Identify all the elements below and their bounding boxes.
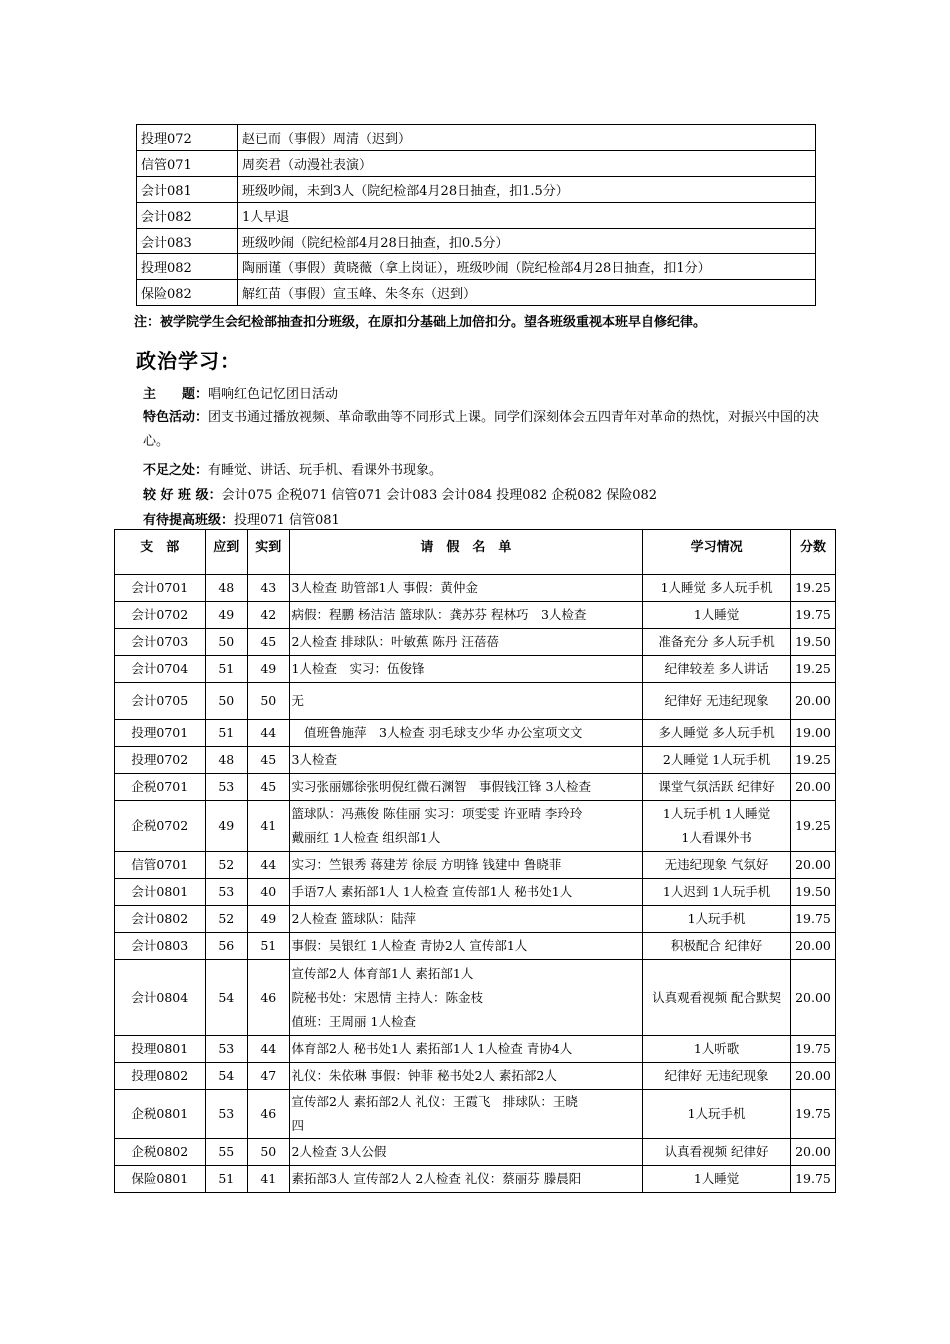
expected-cell: 48 [205,747,247,774]
present-cell: 51 [248,933,290,960]
discipline-detail: 解红苗（事假）宣玉峰、朱冬东（迟到） [238,280,816,306]
study-row [115,629,836,656]
study-status-line: 1人听歌 [693,1041,740,1056]
discipline-row [137,125,816,151]
present-cell: 50 [248,1139,290,1166]
leave-line: 手语7人 素拓部1人 1人检查 宣传部1人 秘书处1人 [291,884,573,899]
score-cell: 20.00 [790,774,835,801]
improve-classes-label: 有待提高班级： [143,513,235,528]
study-status-line: 认真观看视频 配合默契 [652,989,782,1005]
theme-value: 唱响红色记忆团日活动 [208,387,339,402]
leave-list-cell [289,602,643,629]
expected-cell: 52 [205,852,247,879]
expected-cell: 53 [205,1036,247,1063]
study-status-cell [643,656,791,683]
study-row [115,1090,836,1139]
leave-line: 3人检查 [291,752,337,767]
leave-line: 值班鲁施萍 3人检查 羽毛球支少华 办公室项文文 [291,725,583,740]
study-status-line: 准备充分 多人玩手机 [658,634,775,649]
expected-cell: 51 [205,720,247,747]
leave-list-cell [289,879,643,906]
discipline-detail: 陶丽谨（事假）黄晓薇（拿上岗证），班级吵闹（院纪检部4月28日抽查，扣1分） [238,254,816,280]
present-cell: 45 [248,629,290,656]
leave-line: 病假：程鹏 杨洁洁 篮球队：龚苏芬 程林巧 3人检查 [291,607,587,622]
leave-line: 戴丽红 1人检查 组织部1人 [291,830,441,845]
study-status-cell [643,1139,791,1166]
present-cell: 41 [248,1166,290,1193]
present-cell: 49 [248,906,290,933]
branch-cell: 保险0801 [115,1166,206,1193]
study-status-cell [643,879,791,906]
discipline-class: 会计081 [137,176,238,202]
expected-cell: 53 [205,774,247,801]
good-classes-line [143,484,657,503]
leave-line: 实习：竺银秀 蒋建芳 徐辰 方明锋 钱建中 鲁晓菲 [291,857,562,872]
study-row [115,656,836,683]
leave-line: 篮球队：冯燕俊 陈佳丽 实习：项雯雯 许亚晴 李玲玲 [291,806,583,821]
leave-list-cell [289,683,643,720]
feature-line [143,406,835,454]
score-cell: 20.00 [790,852,835,879]
header-leave-list: 请 假 名 单 [289,530,643,575]
score-cell: 19.75 [790,906,835,933]
present-cell: 46 [248,960,290,1036]
present-cell: 50 [248,683,290,720]
score-cell: 19.75 [790,1036,835,1063]
expected-cell: 51 [205,1166,247,1193]
study-status-cell [643,906,791,933]
score-cell: 20.00 [790,933,835,960]
score-cell: 19.75 [790,602,835,629]
expected-cell: 50 [205,683,247,720]
study-status-line: 2人睡觉 1人玩手机 [662,752,771,767]
leave-line: 宣传部2人 体育部1人 素拓部1人 [291,965,474,981]
leave-line: 3人检查 助管部1人 事假：黄仲金 [291,580,478,595]
present-cell: 44 [248,720,290,747]
present-cell: 45 [248,747,290,774]
present-cell: 43 [248,575,290,602]
study-status-line: 纪律较差 多人讲话 [664,661,769,676]
leave-line: 院秘书处：宋恩情 主持人：陈金枝 [291,989,484,1005]
study-row [115,1036,836,1063]
leave-line: 无 [291,693,305,708]
leave-list-cell [289,933,643,960]
study-status-cell [643,960,791,1036]
study-status-cell [643,1090,791,1139]
discipline-detail: 班级吵闹（院纪检部4月28日抽查，扣0.5分） [238,228,816,254]
leave-line: 宣传部2人 素拓部2人 礼仪：王霞飞 排球队：王晓 [291,1094,578,1109]
study-status-line: 1人玩手机 1人睡觉 [662,806,771,821]
expected-cell: 54 [205,960,247,1036]
good-classes-value: 会计075 企税071 信管071 会计083 会计084 投理082 企税082 保险082 [221,488,658,503]
branch-cell: 会计0702 [115,602,206,629]
leave-line: 体育部2人 秘书处1人 素拓部1人 1人检查 青协4人 [291,1041,573,1056]
branch-cell: 企税0702 [115,801,206,852]
study-row [115,960,836,1036]
branch-cell: 会计0701 [115,575,206,602]
discipline-row [137,202,816,228]
study-status-line: 1人睡觉 [693,607,740,622]
expected-cell: 49 [205,801,247,852]
branch-cell: 会计0704 [115,656,206,683]
study-status-line: 1人玩手机 [687,911,746,926]
score-cell: 20.00 [790,1063,835,1090]
study-status-line: 多人睡觉 多人玩手机 [658,725,775,740]
discipline-row [137,228,816,254]
branch-cell: 投理0701 [115,720,206,747]
study-status-line: 课堂气氛活跃 纪律好 [658,779,775,794]
shortcoming-label: 不足之处： [143,463,209,478]
study-row [115,1139,836,1166]
study-status-cell [643,602,791,629]
study-row [115,933,836,960]
score-cell: 19.25 [790,575,835,602]
score-cell: 20.00 [790,960,835,1036]
present-cell: 44 [248,852,290,879]
study-status-cell [643,1063,791,1090]
discipline-detail: 周奕君（动漫社表演） [238,150,816,176]
present-cell: 40 [248,879,290,906]
score-cell: 20.00 [790,683,835,720]
score-cell: 19.50 [790,879,835,906]
deduction-note: 注：被学院学生会纪检部抽查扣分班级，在原扣分基础上加倍扣分。望各班级重视本班早自修纪律。 [134,315,707,330]
study-status-line: 1人玩手机 [687,1106,746,1121]
discipline-detail: 1人早退 [238,202,816,228]
expected-cell: 54 [205,1063,247,1090]
discipline-detail: 赵已而（事假）周清（迟到） [238,125,816,151]
study-row [115,774,836,801]
branch-cell: 投理0801 [115,1036,206,1063]
expected-cell: 53 [205,1090,247,1139]
present-cell: 47 [248,1063,290,1090]
discipline-row [137,254,816,280]
study-status-cell [643,747,791,774]
branch-cell: 会计0804 [115,960,206,1036]
discipline-class: 投理072 [137,125,238,151]
feature-label: 特色活动： [143,410,209,425]
leave-list-cell [289,629,643,656]
score-cell: 19.75 [790,1166,835,1193]
header-score: 分数 [790,530,835,575]
present-cell: 42 [248,602,290,629]
header-present: 实到 [248,530,290,575]
leave-line: 值班：王周丽 1人检查 [291,1013,416,1029]
leave-list-cell [289,747,643,774]
leave-list-cell [289,656,643,683]
study-status-line: 认真看视频 纪律好 [664,1144,769,1159]
study-row [115,683,836,720]
study-row [115,575,836,602]
branch-cell: 投理0702 [115,747,206,774]
present-cell: 46 [248,1090,290,1139]
present-cell: 44 [248,1036,290,1063]
branch-cell: 信管0701 [115,852,206,879]
discipline-table-body [137,125,816,306]
study-row [115,852,836,879]
expected-cell: 53 [205,879,247,906]
score-cell: 19.50 [790,629,835,656]
discipline-class: 保险082 [137,280,238,306]
theme-line [143,383,338,402]
study-status-line: 积极配合 纪律好 [670,938,763,953]
leave-line: 实习张丽娜徐张明倪红微石渊智 事假钱江锋 3人检查 [291,779,591,794]
score-cell: 20.00 [790,1139,835,1166]
improve-classes-value: 投理071 信管081 [234,513,340,528]
leave-list-cell [289,960,643,1036]
study-row [115,879,836,906]
study-table-header [115,530,836,575]
present-cell: 49 [248,656,290,683]
discipline-row [137,150,816,176]
expected-cell: 56 [205,933,247,960]
header-branch: 支 部 [115,530,206,575]
branch-cell: 企税0801 [115,1090,206,1139]
leave-line: 2人检查 排球队：叶敏蕉 陈丹 汪蓓蓓 [291,634,499,649]
theme-label: 主 题： [143,387,209,402]
leave-line: 1人检查 实习：伍俊锋 [291,661,425,676]
branch-cell: 会计0802 [115,906,206,933]
study-row [115,906,836,933]
header-study-status: 学习情况 [643,530,791,575]
study-status-cell [643,683,791,720]
study-row [115,720,836,747]
shortcoming-value: 有睡觉、讲话、玩手机、看课外书现象。 [208,463,443,478]
study-status-line: 1人看课外书 [681,830,752,845]
branch-cell: 会计0705 [115,683,206,720]
leave-line: 2人检查 3人公假 [291,1144,387,1159]
leave-list-cell [289,1139,643,1166]
present-cell: 41 [248,801,290,852]
improve-classes-line [143,509,340,528]
study-status-line: 纪律好 无违纪现象 [664,693,769,708]
leave-list-cell [289,1166,643,1193]
study-row [115,602,836,629]
study-status-cell [643,1166,791,1193]
feature-value: 团支书通过播放视频、革命歌曲等不同形式上课。同学们深刻体会五四青年对革命的热忱，对振兴中国的决心。 [143,410,820,449]
section-title: 政治学习： [136,349,241,373]
score-cell: 19.75 [790,1090,835,1139]
leave-list-cell [289,1063,643,1090]
expected-cell: 49 [205,602,247,629]
expected-cell: 50 [205,629,247,656]
leave-list-cell [289,575,643,602]
branch-cell: 会计0703 [115,629,206,656]
score-cell: 19.00 [790,720,835,747]
study-row [115,801,836,852]
discipline-class: 会计082 [137,202,238,228]
branch-cell: 企税0802 [115,1139,206,1166]
score-cell: 19.25 [790,801,835,852]
expected-cell: 51 [205,656,247,683]
leave-line: 四 [291,1118,305,1133]
expected-cell: 55 [205,1139,247,1166]
leave-line: 2人检查 篮球队：陆萍 [291,911,416,926]
study-status-cell [643,1036,791,1063]
branch-cell: 会计0801 [115,879,206,906]
shortcoming-line [143,459,442,478]
discipline-detail: 班级吵闹，未到3人（院纪检部4月28日抽查，扣1.5分） [238,176,816,202]
discipline-class: 会计083 [137,228,238,254]
study-status-line: 1人迟到 1人玩手机 [662,884,771,899]
branch-cell: 投理0802 [115,1063,206,1090]
study-status-cell [643,774,791,801]
study-status-line: 1人睡觉 [693,1171,740,1186]
present-cell: 45 [248,774,290,801]
header-expected: 应到 [205,530,247,575]
study-status-cell [643,720,791,747]
discipline-row [137,176,816,202]
leave-list-cell [289,720,643,747]
leave-list-cell [289,1036,643,1063]
study-status-line: 纪律好 无违纪现象 [664,1068,769,1083]
study-status-cell [643,801,791,852]
expected-cell: 52 [205,906,247,933]
discipline-class: 投理082 [137,254,238,280]
leave-list-cell [289,801,643,852]
expected-cell: 48 [205,575,247,602]
leave-list-cell [289,906,643,933]
leave-list-cell [289,1090,643,1139]
discipline-class: 信管071 [137,150,238,176]
study-status-cell [643,933,791,960]
study-table-body [115,575,836,1193]
branch-cell: 企税0701 [115,774,206,801]
study-row [115,1166,836,1193]
leave-list-cell [289,774,643,801]
study-status-line: 1人睡觉 多人玩手机 [660,580,773,595]
score-cell: 19.25 [790,656,835,683]
leave-line: 礼仪：朱依琳 事假：钟菲 秘书处2人 素拓部2人 [291,1068,557,1083]
good-classes-label: 较 好 班 级： [143,488,222,503]
discipline-row [137,280,816,306]
leave-line: 事假：吴银红 1人检查 青协2人 宣传部1人 [291,938,528,953]
branch-cell: 会计0803 [115,933,206,960]
leave-line: 素拓部3人 宣传部2人 2人检查 礼仪：蔡丽芬 滕晨阳 [291,1171,582,1186]
study-row [115,747,836,774]
study-row [115,1063,836,1090]
study-status-cell [643,852,791,879]
score-cell: 19.25 [790,747,835,774]
discipline-table [136,124,816,306]
study-table [114,529,836,1193]
leave-list-cell [289,852,643,879]
study-status-cell [643,629,791,656]
study-status-line: 无违纪现象 气氛好 [664,857,769,872]
study-status-cell [643,575,791,602]
